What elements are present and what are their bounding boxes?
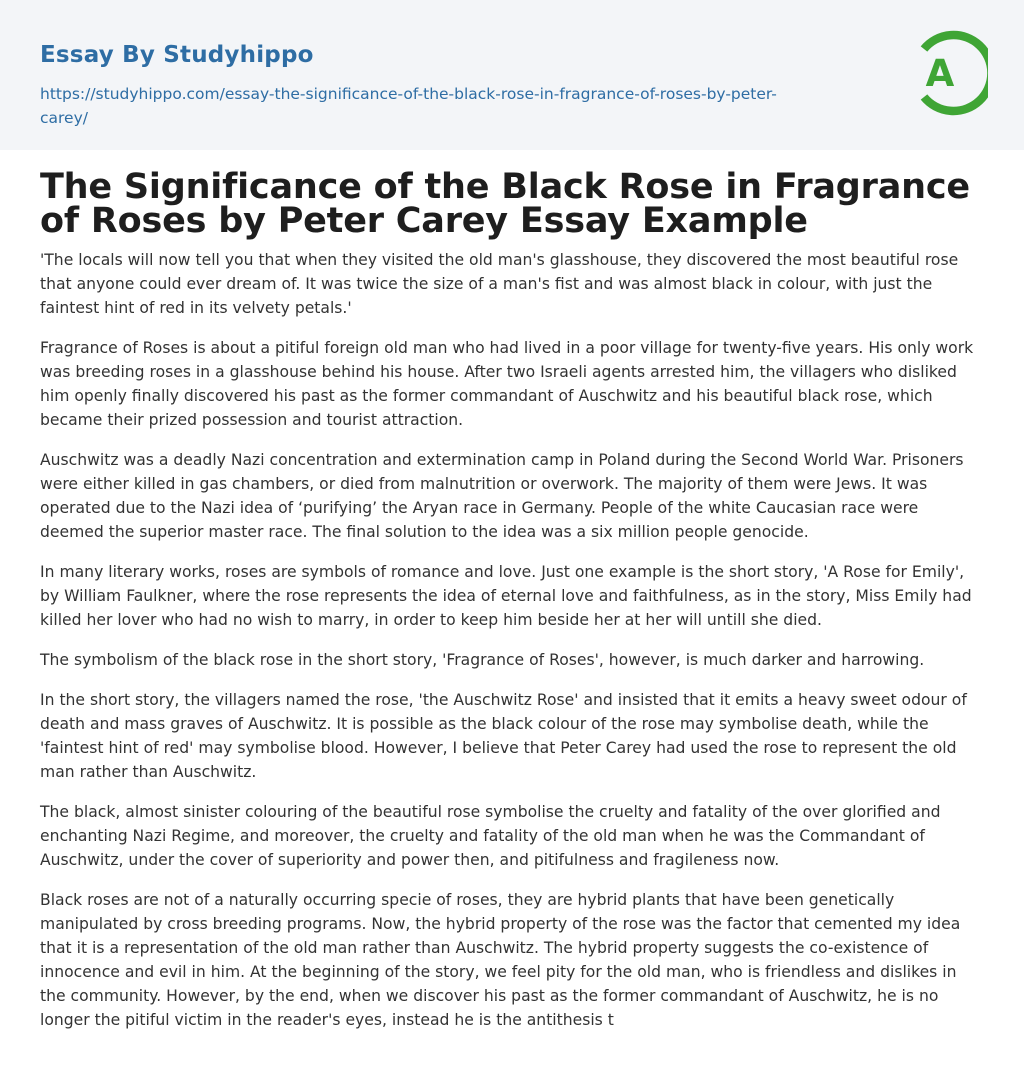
essay-paragraph: Black roses are not of a naturally occurring specie of roses, they are hybrid plants that have been genetically manipulated by cross breeding programs. Now, the hybrid property of the rose was the factor that cemented my idea that it is a representation of the old man rather than Auschwitz. The hybrid property suggests the co-existence of innocence and evil in him. At the beginning of the story, we feel pity for the old man, who is friendless and dislikes in the community. However, by the end, when we discover his past as the former commandant of Auschwitz, he is no longer the pitiful victim in the reader's eyes, instead he is the antithesis t [40, 891, 961, 1029]
essay-paragraph: 'The locals will now tell you that when they visited the old man's glasshouse, they discovered the most beautiful rose that anyone could ever dream of. It was twice the size of a man's fist and was almost black in colour, with just the faintest hint of red in its velvety petals.' [40, 251, 959, 317]
studyhippo-logo[interactable] [898, 28, 988, 118]
logo-icon [898, 28, 988, 118]
essay-paragraph: In many literary works, roses are symbols of romance and love. Just one example is the short story, 'A Rose for Emily', by William Faulkner, where the rose represents the idea of eternal love and faithfulness, as in the story, Miss Emily had killed her lover who had no wish to marry, in order to keep him beside her at her will untill she died. [40, 563, 972, 629]
essay-paragraph: Fragrance of Roses is about a pitiful foreign old man who had lived in a poor village for twenty-five years. His only work was breeding roses in a glasshouse behind his house. After two Israeli agents arrested him, the villagers who disliked him openly finally discovered his past as the former commandant of Auschwitz and his beautiful black rose, which became their prized possession and tourist attraction. [40, 339, 974, 429]
site-header [0, 0, 1024, 150]
logo-letter: A [925, 52, 955, 95]
essay-paragraph: Auschwitz was a deadly Nazi concentration and extermination camp in Poland during the Second World War. Prisoners were either killed in gas chambers, or died from malnutrition or overwork. The majority of them were Jews. It was operated due to the Nazi idea of ‘purifying’ the Aryan race in Germany. People of the white Caucasian race were deemed the superior master race. The final solution to the idea was a six million people genocide. [40, 451, 964, 541]
essay-content [40, 167, 984, 1048]
essay-title: The Significance of the Black Rose in Fragrance of Roses by Peter Carey Essay Example [40, 167, 970, 241]
essay-paragraph: The black, almost sinister colouring of the beautiful rose symbolise the cruelty and fatality of the over glorified and enchanting Nazi Regime, and moreover, the cruelty and fatality of the old man when he was the Commandant of Auschwitz, under the cover of superiority and power then, and pitifulness and fragileness now. [40, 803, 941, 869]
essay-url-link[interactable]: https://studyhippo.com/essay-the-significance-of-the-black-rose-in-fragrance-of-roses-by-peter-carey/ [40, 85, 777, 127]
essay-paragraph: In the short story, the villagers named the rose, 'the Auschwitz Rose' and insisted that it emits a heavy sweet odour of death and mass graves of Auschwitz. It is possible as the black colour of the rose may symbolise death, while the 'faintest hint of red' may symbolise blood. However, I believe that Peter Carey had used the rose to represent the old man rather than Auschwitz. [40, 691, 967, 781]
site-title: Essay By Studyhippo [40, 42, 314, 68]
essay-paragraph: The symbolism of the black rose in the short story, 'Fragrance of Roses', however, is much darker and harrowing. [40, 651, 925, 669]
